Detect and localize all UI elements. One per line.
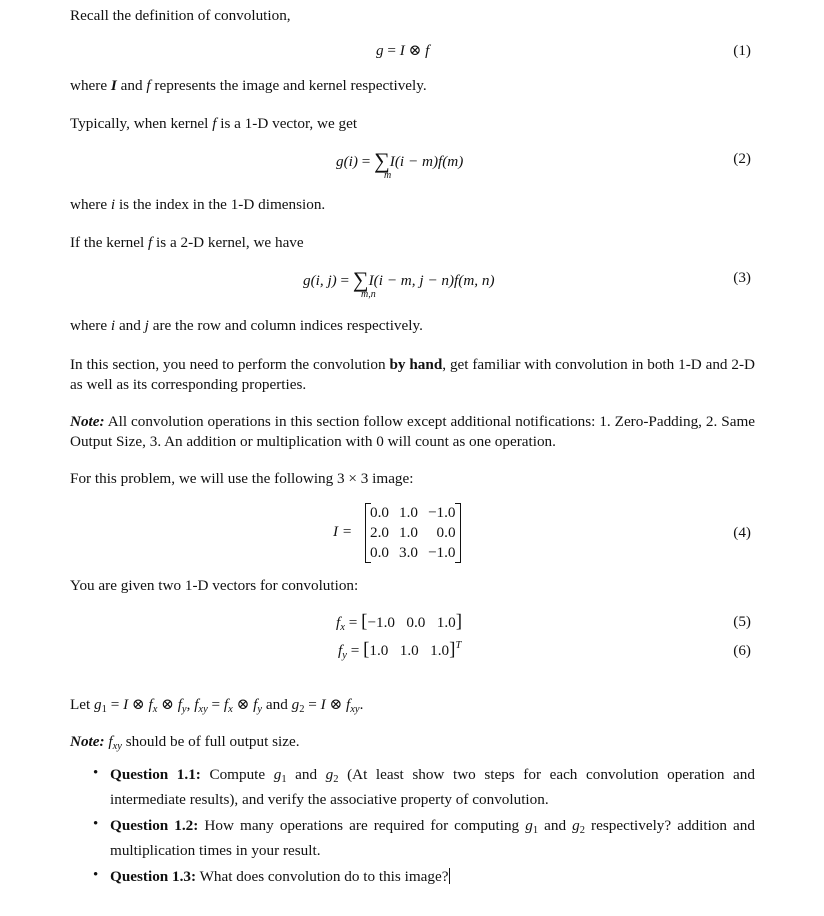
fy-value: 1.0 [399, 642, 419, 659]
equation-6-number: (6) [733, 642, 751, 659]
matrix-cell: 1.0 [398, 524, 418, 541]
fy-value: 1.0 [430, 642, 450, 659]
where-index-text: where i is the index in the 1-D dimension. [70, 196, 326, 213]
matrix-row [365, 543, 461, 563]
matrix-cell: 1.0 [398, 504, 418, 521]
bullet-icon: • [93, 765, 99, 781]
if-kernel-2d-text: If the kernel f is a 2-D kernel, we have [70, 234, 304, 251]
recall-text: Recall the definition of convolution, [70, 7, 291, 24]
let-definitions: Let g1 = I ⊗ fx ⊗ fy, fxy = fx ⊗ fy and g2 = I ⊗ fxy. [70, 696, 364, 715]
text-cursor [449, 868, 450, 884]
section-paragraph: In this section, you need to perform the convolution by hand, get familiar with convolution in both 1-D and 2-D as well as its corresponding properties. [70, 356, 755, 393]
note-paragraph: Note: All convolution operations in this section follow except additional notifications: 1. Zero-Padding, 2. Same Output Size, 3. An addition or multiplication with 0 will count as one operation. [70, 413, 755, 450]
matrix-cell: 0.0 [370, 544, 389, 561]
matrix-row [365, 523, 461, 543]
equation-3-number: (3) [733, 269, 751, 286]
problem-intro: For this problem, we will use the following 3 × 3 image: [70, 470, 414, 487]
equation-5-number: (5) [733, 613, 751, 630]
bullet-icon: • [93, 816, 99, 832]
fy-value: 1.0 [369, 642, 389, 659]
bullet-icon: • [93, 867, 99, 883]
fy-vector: fy = [1.0 1.0 1.0]$^T$ [338, 639, 462, 661]
where-image-kernel: where I and f represents the image and kernel respectively. [70, 77, 427, 94]
image-matrix [365, 503, 461, 563]
equation-2: g(i) = ∑I(i − m)f(m) m [336, 148, 464, 181]
equation-1: g = I ⊗ f [376, 42, 430, 59]
fx-vector: fx = [−1.0 0.0 1.0] [336, 611, 463, 633]
fx-value: −1.0 [367, 614, 395, 631]
matrix-cell: −1.0 [427, 504, 456, 521]
equation-3: g(i, j) = ∑I(i − m, j − n)f(m, n) m,n [303, 267, 495, 300]
question-1-2: Question 1.2: How many operations are required for computing g1 and g2 respectively? addition and multiplication times in your result. [110, 817, 755, 859]
question-1-3[interactable]: Question 1.3: What does convolution do to this image? [110, 868, 449, 885]
matrix-label: I = [333, 523, 353, 540]
fx-value: 0.0 [406, 614, 426, 631]
matrix-cell: 0.0 [436, 524, 456, 541]
question-1-1: Question 1.1: Compute g1 and g2 (At least show two steps for each convolution operation and intermediate results), and verify the associative property of convolution. [110, 766, 755, 808]
vectors-intro: You are given two 1-D vectors for convolution: [70, 577, 359, 594]
matrix-row [365, 503, 461, 523]
matrix-cell: −1.0 [427, 544, 456, 561]
typically-text: Typically, when kernel f is a 1-D vector, we get [70, 115, 358, 132]
fx-value: 1.0 [436, 614, 456, 631]
equation-4-number: (4) [733, 524, 751, 541]
matrix-cell: 3.0 [398, 544, 418, 561]
note-full-output: Note: fxy should be of full output size. [70, 733, 300, 752]
where-row-col-text: where i and j are the row and column indices respectively. [70, 317, 423, 334]
matrix-cell: 2.0 [370, 524, 389, 541]
equation-2-number: (2) [733, 150, 751, 167]
matrix-cell: 0.0 [370, 504, 389, 521]
image-matrix-table [365, 503, 461, 563]
equation-1-number: (1) [733, 42, 751, 59]
